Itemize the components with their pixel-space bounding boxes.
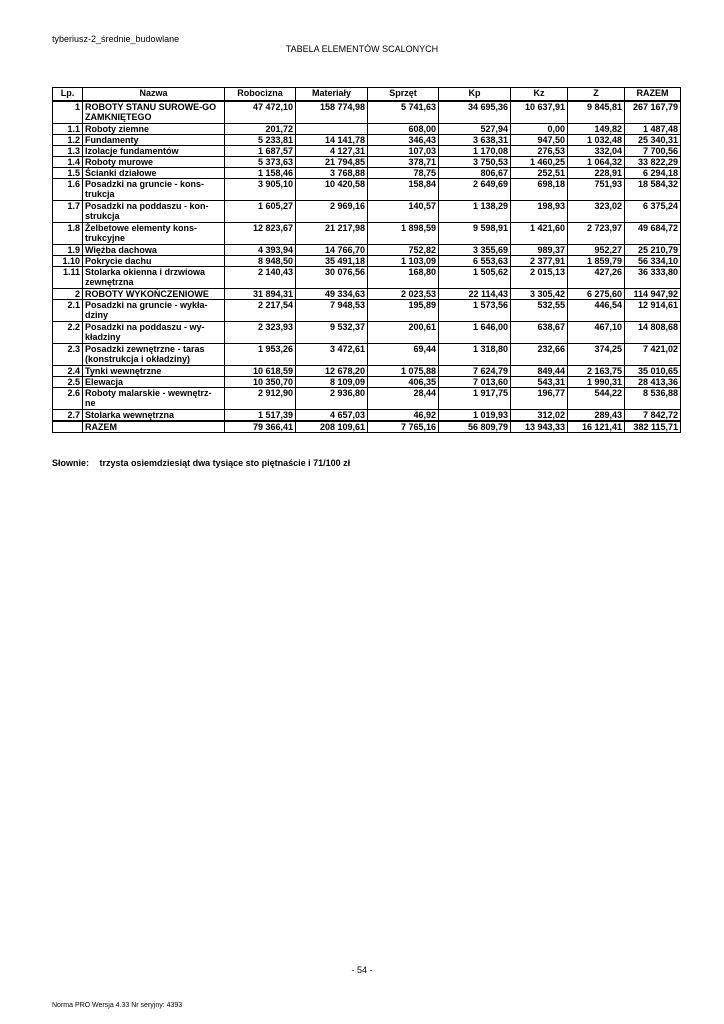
cell-z: 427,26 [568, 266, 625, 288]
cell-z: 467,10 [568, 321, 625, 343]
cell-kz: 13 943,33 [511, 421, 568, 433]
table-row [53, 123, 681, 134]
row-number: 2.5 [53, 376, 83, 387]
cell-razem: 6 294,18 [625, 167, 681, 178]
table-row [53, 365, 681, 376]
document-title: TABELA ELEMENTÓW SCALONYCH [285, 44, 439, 54]
cell-sprzet: 1 075,88 [368, 365, 439, 376]
cell-kp: 1 646,00 [439, 321, 511, 343]
cell-kz: 543,31 [511, 376, 568, 387]
row-name: Posadzki na poddaszu - wy-kładziny [83, 321, 225, 343]
row-name: Posadzki zewnętrzne - taras (konstrukcja i okładziny) [83, 343, 225, 365]
cell-kz: 232,66 [511, 343, 568, 365]
cell-razem: 7 842,72 [625, 409, 681, 421]
cell-razem: 114 947,92 [625, 288, 681, 299]
cell-sprzet: 406,35 [368, 376, 439, 387]
cell-z: 2 163,75 [568, 365, 625, 376]
column-header: Kp [439, 88, 511, 102]
column-header: Lp. [53, 88, 83, 102]
amount-in-words [52, 458, 350, 468]
cell-robocizna: 2 323,93 [225, 321, 296, 343]
cell-kp: 22 114,43 [439, 288, 511, 299]
cell-materialy: 4 127,31 [296, 145, 368, 156]
row-number: 2 [53, 288, 83, 299]
cell-materialy: 2 936,80 [296, 387, 368, 409]
cell-sprzet: 78,75 [368, 167, 439, 178]
cell-kz: 638,67 [511, 321, 568, 343]
row-name: Posadzki na poddaszu - kon-strukcja [83, 200, 225, 222]
cell-kz: 0,00 [511, 123, 568, 134]
row-name: Roboty ziemne [83, 123, 225, 134]
cell-robocizna: 4 393,94 [225, 244, 296, 255]
row-number: 2.4 [53, 365, 83, 376]
cell-materialy: 49 334,63 [296, 288, 368, 299]
row-number: 1.7 [53, 200, 83, 222]
cell-materialy: 12 678,20 [296, 365, 368, 376]
row-name: Tynki wewnętrzne [83, 365, 225, 376]
cell-kz: 532,55 [511, 299, 568, 321]
cell-razem: 49 684,72 [625, 222, 681, 244]
cell-kp: 7 624,79 [439, 365, 511, 376]
cell-kz: 252,51 [511, 167, 568, 178]
cell-kz: 698,18 [511, 178, 568, 200]
software-footer: Norma PRO Wersja 4.33 Nr seryjny: 4393 [52, 1002, 183, 1009]
cell-razem: 25 340,31 [625, 134, 681, 145]
cell-robocizna: 47 472,10 [225, 101, 296, 123]
cell-kz: 198,93 [511, 200, 568, 222]
cell-robocizna: 31 894,31 [225, 288, 296, 299]
row-number: 1.1 [53, 123, 83, 134]
cell-robocizna: 1 158,46 [225, 167, 296, 178]
row-name: Stolarka okienna i drzwiowa zewnętrzna [83, 266, 225, 288]
cell-kp: 1 917,75 [439, 387, 511, 409]
cell-sprzet: 346,43 [368, 134, 439, 145]
cell-materialy: 14 766,70 [296, 244, 368, 255]
cell-kp: 34 695,36 [439, 101, 511, 123]
cell-razem: 267 167,79 [625, 101, 681, 123]
row-number: 2.6 [53, 387, 83, 409]
cell-kp: 1 573,56 [439, 299, 511, 321]
cell-materialy [296, 123, 368, 134]
cell-kz: 276,53 [511, 145, 568, 156]
cell-materialy: 2 969,16 [296, 200, 368, 222]
row-name: RAZEM [83, 421, 225, 433]
total-row [53, 421, 681, 433]
cell-sprzet: 158,84 [368, 178, 439, 200]
cell-robocizna: 201,72 [225, 123, 296, 134]
cell-kz: 1 421,60 [511, 222, 568, 244]
cell-kp: 7 013,60 [439, 376, 511, 387]
cell-z: 228,91 [568, 167, 625, 178]
cell-robocizna: 79 366,41 [225, 421, 296, 433]
row-number: 1.2 [53, 134, 83, 145]
cell-kz: 312,02 [511, 409, 568, 421]
cell-kz: 196,77 [511, 387, 568, 409]
row-name: ROBOTY STANU SUROWE-GO ZAMKNIĘTEGO [83, 101, 225, 123]
amount-in-words-text: trzysta osiemdziesiąt dwa tysiące sto piętnaście i 71/100 zł [99, 458, 351, 468]
row-name: Pokrycie dachu [83, 255, 225, 266]
cell-kz: 2 377,91 [511, 255, 568, 266]
table-row [53, 167, 681, 178]
cell-razem: 33 822,29 [625, 156, 681, 167]
row-number: 1.9 [53, 244, 83, 255]
cell-materialy: 158 774,98 [296, 101, 368, 123]
table-row [53, 266, 681, 288]
row-number: 1.6 [53, 178, 83, 200]
cell-robocizna: 3 905,10 [225, 178, 296, 200]
cell-kz: 10 637,91 [511, 101, 568, 123]
row-number: 1.4 [53, 156, 83, 167]
cell-kp: 1 505,62 [439, 266, 511, 288]
cell-razem: 36 333,80 [625, 266, 681, 288]
cell-razem: 28 413,36 [625, 376, 681, 387]
cell-materialy: 35 491,18 [296, 255, 368, 266]
cell-razem: 382 115,71 [625, 421, 681, 433]
column-header: Sprzęt [368, 88, 439, 102]
cell-z: 289,43 [568, 409, 625, 421]
table-row [53, 255, 681, 266]
table-row [53, 288, 681, 299]
cell-robocizna: 10 350,70 [225, 376, 296, 387]
cell-robocizna: 10 618,59 [225, 365, 296, 376]
cell-z: 16 121,41 [568, 421, 625, 433]
cell-materialy: 10 420,58 [296, 178, 368, 200]
row-name: Fundamenty [83, 134, 225, 145]
cell-robocizna: 5 233,81 [225, 134, 296, 145]
row-number: 2.2 [53, 321, 83, 343]
cell-z: 1 032,48 [568, 134, 625, 145]
cell-robocizna: 1 605,27 [225, 200, 296, 222]
cell-sprzet: 140,57 [368, 200, 439, 222]
row-number: 1 [53, 101, 83, 123]
cell-kp: 1 318,80 [439, 343, 511, 365]
cell-sprzet: 608,00 [368, 123, 439, 134]
cell-z: 323,02 [568, 200, 625, 222]
cell-kp: 806,67 [439, 167, 511, 178]
cell-razem: 6 375,24 [625, 200, 681, 222]
table-row [53, 321, 681, 343]
cell-kz: 2 015,13 [511, 266, 568, 288]
cell-kp: 9 598,91 [439, 222, 511, 244]
cell-razem: 25 210,79 [625, 244, 681, 255]
cell-robocizna: 1 517,39 [225, 409, 296, 421]
cell-z: 6 275,60 [568, 288, 625, 299]
row-number: 2.1 [53, 299, 83, 321]
elements-table [52, 87, 681, 433]
cell-robocizna: 5 373,63 [225, 156, 296, 167]
cell-sprzet: 1 103,09 [368, 255, 439, 266]
cell-kp: 6 553,63 [439, 255, 511, 266]
cell-kp: 2 649,69 [439, 178, 511, 200]
row-number: 1.5 [53, 167, 83, 178]
table-row [53, 343, 681, 365]
cell-razem: 1 487,48 [625, 123, 681, 134]
cell-kz: 989,37 [511, 244, 568, 255]
cell-razem: 8 536,88 [625, 387, 681, 409]
cell-z: 446,54 [568, 299, 625, 321]
row-number [53, 421, 83, 433]
cell-materialy: 3 472,61 [296, 343, 368, 365]
row-number: 1.11 [53, 266, 83, 288]
column-header: Z [568, 88, 625, 102]
cell-z: 544,22 [568, 387, 625, 409]
cell-kp: 1 138,29 [439, 200, 511, 222]
cell-materialy: 14 141,78 [296, 134, 368, 145]
row-number: 1.8 [53, 222, 83, 244]
cell-kz: 947,50 [511, 134, 568, 145]
cell-z: 1 990,31 [568, 376, 625, 387]
cell-z: 1 859,79 [568, 255, 625, 266]
table-header-row [53, 88, 681, 102]
cell-materialy: 3 768,88 [296, 167, 368, 178]
row-name: ROBOTY WYKOŃCZENIOWE [83, 288, 225, 299]
table-row [53, 145, 681, 156]
cell-kp: 527,94 [439, 123, 511, 134]
cell-robocizna: 2 912,90 [225, 387, 296, 409]
row-name: Więźba dachowa [83, 244, 225, 255]
cell-kz: 1 460,25 [511, 156, 568, 167]
cell-z: 332,04 [568, 145, 625, 156]
cell-sprzet: 28,44 [368, 387, 439, 409]
cell-materialy: 8 109,09 [296, 376, 368, 387]
cell-z: 149,82 [568, 123, 625, 134]
cell-z: 374,25 [568, 343, 625, 365]
cell-kp: 56 809,79 [439, 421, 511, 433]
cell-robocizna: 12 823,67 [225, 222, 296, 244]
cell-sprzet: 107,03 [368, 145, 439, 156]
row-name: Izolacje fundamentów [83, 145, 225, 156]
cell-sprzet: 752,82 [368, 244, 439, 255]
cell-materialy: 30 076,56 [296, 266, 368, 288]
cell-sprzet: 200,61 [368, 321, 439, 343]
row-name: Roboty murowe [83, 156, 225, 167]
cell-kz: 849,44 [511, 365, 568, 376]
cell-robocizna: 2 217,54 [225, 299, 296, 321]
cell-razem: 7 700,56 [625, 145, 681, 156]
cell-z: 2 723,97 [568, 222, 625, 244]
cell-kp: 3 638,31 [439, 134, 511, 145]
cell-z: 751,93 [568, 178, 625, 200]
cell-razem: 7 421,02 [625, 343, 681, 365]
table-row [53, 376, 681, 387]
cell-materialy: 9 532,37 [296, 321, 368, 343]
row-number: 1.10 [53, 255, 83, 266]
cell-kp: 3 750,53 [439, 156, 511, 167]
cell-sprzet: 5 741,63 [368, 101, 439, 123]
row-name: Stolarka wewnętrzna [83, 409, 225, 421]
table-row [53, 200, 681, 222]
table-row [53, 134, 681, 145]
row-name: Posadzki na gruncie - kons-trukcja [83, 178, 225, 200]
cell-sprzet: 2 023,53 [368, 288, 439, 299]
column-header: Robocizna [225, 88, 296, 102]
cell-razem: 12 914,61 [625, 299, 681, 321]
table-row [53, 409, 681, 421]
row-number: 1.3 [53, 145, 83, 156]
amount-in-words-label: Słownie: [52, 458, 90, 468]
row-number: 2.3 [53, 343, 83, 365]
table-row [53, 299, 681, 321]
cell-razem: 18 584,32 [625, 178, 681, 200]
cell-sprzet: 168,80 [368, 266, 439, 288]
table-row [53, 156, 681, 167]
cell-razem: 35 010,65 [625, 365, 681, 376]
cell-materialy: 21 217,98 [296, 222, 368, 244]
table-row [53, 222, 681, 244]
table-row [53, 178, 681, 200]
row-name: Roboty malarskie - wewnętrz-ne [83, 387, 225, 409]
row-number: 2.7 [53, 409, 83, 421]
row-name: Ścianki działowe [83, 167, 225, 178]
column-header: RAZEM [625, 88, 681, 102]
page-number: - 54 - [351, 965, 373, 975]
table-body [53, 101, 681, 432]
cell-sprzet: 195,89 [368, 299, 439, 321]
file-name: tyberiusz-2_średnie_budowlane [52, 34, 180, 44]
cell-kp: 1 019,93 [439, 409, 511, 421]
column-header: Materiały [296, 88, 368, 102]
cell-kp: 1 170,08 [439, 145, 511, 156]
cell-kp: 3 355,69 [439, 244, 511, 255]
cell-materialy: 7 948,53 [296, 299, 368, 321]
cell-z: 1 064,32 [568, 156, 625, 167]
cell-robocizna: 8 948,50 [225, 255, 296, 266]
cell-robocizna: 1 687,57 [225, 145, 296, 156]
cell-kz: 3 305,42 [511, 288, 568, 299]
row-name: Elewacja [83, 376, 225, 387]
cell-z: 9 845,81 [568, 101, 625, 123]
table-row [53, 101, 681, 123]
cell-sprzet: 378,71 [368, 156, 439, 167]
cell-materialy: 208 109,61 [296, 421, 368, 433]
cell-robocizna: 2 140,43 [225, 266, 296, 288]
row-name: Żelbetowe elementy kons-trukcyjne [83, 222, 225, 244]
column-header: Kz [511, 88, 568, 102]
cell-z: 952,27 [568, 244, 625, 255]
cell-sprzet: 1 898,59 [368, 222, 439, 244]
column-header: Nazwa [83, 88, 225, 102]
table-row [53, 387, 681, 409]
table-row [53, 244, 681, 255]
cell-sprzet: 46,92 [368, 409, 439, 421]
cell-razem: 56 334,10 [625, 255, 681, 266]
cell-sprzet: 7 765,16 [368, 421, 439, 433]
cell-robocizna: 1 953,26 [225, 343, 296, 365]
cell-sprzet: 69,44 [368, 343, 439, 365]
cell-materialy: 4 657,03 [296, 409, 368, 421]
cell-razem: 14 808,68 [625, 321, 681, 343]
cell-materialy: 21 794,85 [296, 156, 368, 167]
row-name: Posadzki na gruncie - wykła-dziny [83, 299, 225, 321]
